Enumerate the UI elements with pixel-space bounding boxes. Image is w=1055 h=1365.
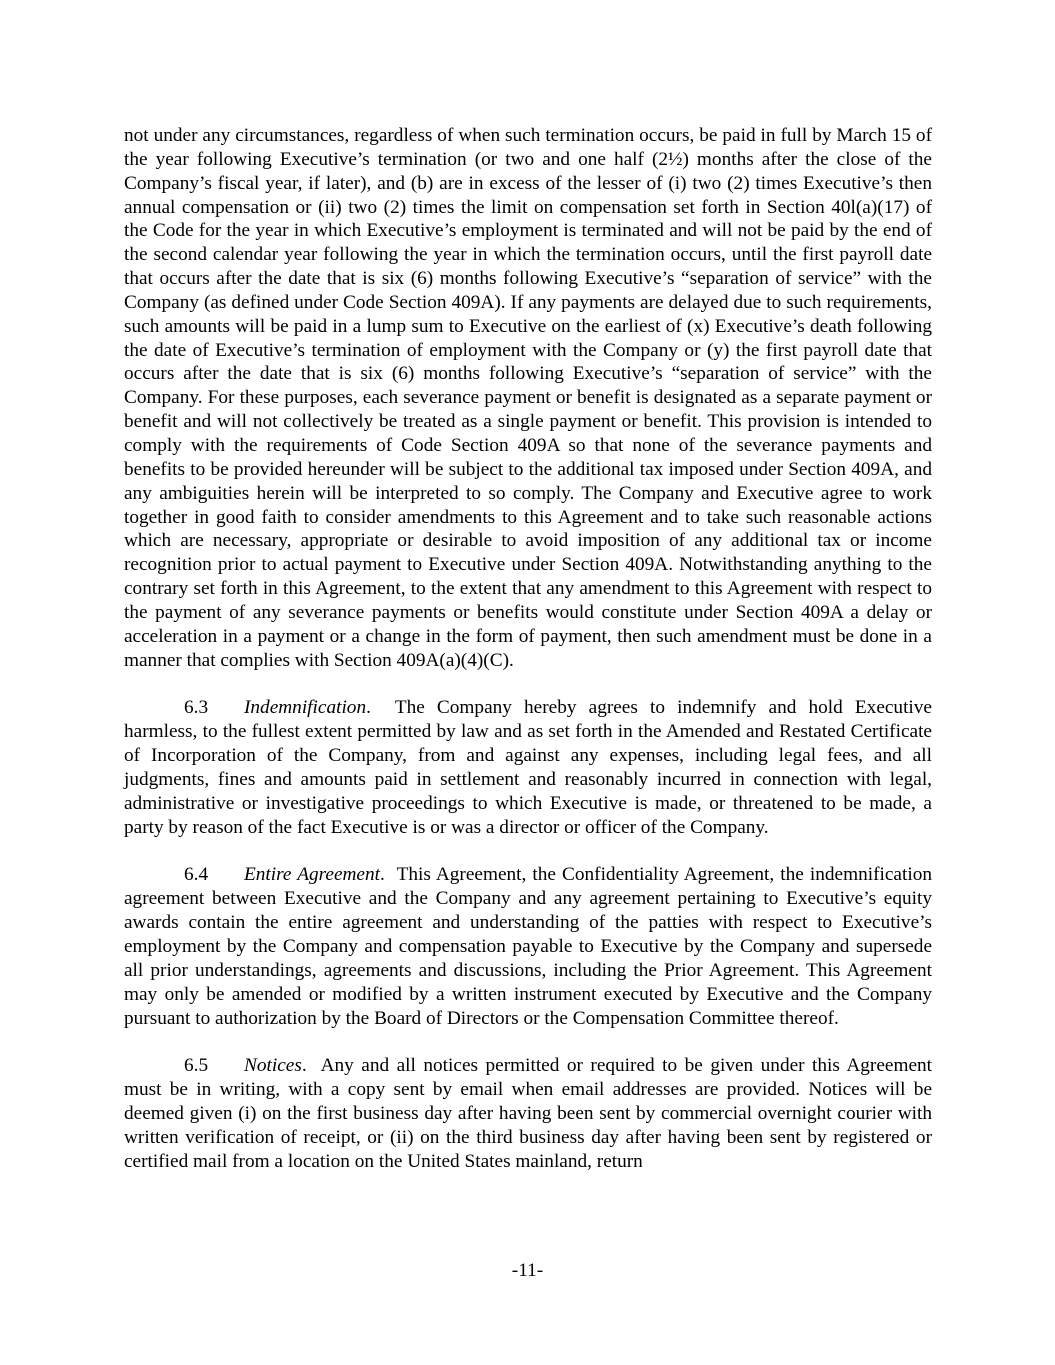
continued-paragraph: not under any circumstances, regardless of when such termination occurs, be paid in full by March 15 of the year following Executive’s termination (or two and one half (2½) months after the close of the Company’s fiscal year, if later), and (b) are in excess of the lesser of (i) two (2) times Executive’s then annual compensation or (ii) two (2) times the limit on compensation set forth in Section 40l(a)(17) of the Code for the year in which Executive’s employment is terminated and will not be paid by the end of the second calendar year following the year in which the termination occurs, until the first payroll date that occurs after the date that is six (6) months following Executive’s “separation of service” with the Company (as defined under Code Section 409A). If any payments are delayed due to such requirements, such amounts will be paid in a lump sum to Executive on the earliest of (x) Executive’s death following the date of Executive’s termination of employment with the Company or (y) the first payroll date that occurs after the date that is six (6) months following Executive’s “separation of service” with the Company. For these purposes, each severance payment or benefit is designated as a separate payment or benefit and will not collectively be treated as a single payment or benefit. This provision is intended to comply with the requirements of Code Section 409A so that none of the severance payments and benefits to be provided hereunder will be subject to the additional tax imposed under Section 409A, and any ambiguities herein will be interpreted to so comply. The Company and Executive agree to work together in good faith to consider amendments to this Agreement and to take such reasonable actions which are necessary, appropriate or desirable to avoid imposition of any additional tax or income recognition prior to actual payment to Executive under Section 409A. Notwithstanding anything to the contrary set forth in this Agreement, to the extent that any amendment to this Agreement with respect to the payment of any severance payments or benefits would constitute under Section 409A a delay or acceleration in a payment or a change in the form of payment, then such amendment must be done in a manner that complies with Section 409A(a)(4)(C). [124,125,932,671]
page-number: -11- [511,1260,544,1281]
section-6-5: 6.5 Notices. Any and all notices permitted or required to be given under this Agreement must be in writing, with a copy sent by email when email addresses are provided. Notices will be deemed given (i) on the first business day after having been sent by commercial overnight courier with written verification of receipt, or (ii) on the third business day after having been sent by registered or certified mail from a location on the United States mainland, return [124,1055,932,1172]
section-text: This Agreement, the Confidentiality Agreement, the indemnification agreement between Executive and the Company and any agreement pertaining to Executive’s equity awards contain the entire agreement and understanding of the patties with respect to Executive’s employment by the Company and compensation payable to Executive by the Company and supersede all prior understandings, agreements and discussions, including the Prior Agreement. This Agreement may only be amended or modified by a written instrument executed by Executive and the Company pursuant to authorization by the Board of Directors or the Compensation Committee thereof. [124,864,932,1029]
section-number: 6.5 [184,1055,209,1077]
document-body [124,124,932,1174]
section-6-3: 6.3 Indemnification. The Company hereby agrees to indemnify and hold Executive harmless, to the fullest extent permitted by law and as set forth in the Amended and Restated Certificate of Incorporation of the Company, from and against any expenses, including legal fees, and all judgments, fines and amounts paid in settlement and reasonably incurred in connection with legal, administrative or investigative proceedings to which Executive is made, or threatened to be made, a party by reason of the fact Executive is or was a director or officer of the Company. [124,697,932,838]
section-heading: Indemnification [244,697,367,719]
section-heading: Notices [244,1055,302,1077]
section-heading: Entire Agreement [244,864,380,886]
section-number: 6.4 [184,864,209,886]
section-text: The Company hereby agrees to indemnify and hold Executive harmless, to the fullest extent permitted by law and as set forth in the Amended and Restated Certificate of Incorporation of the Company, from and against any expenses, including legal fees, and all judgments, fines and amounts paid in settlement and reasonably incurred in connection with legal, administrative or investigative proceedings to which Executive is made, or threatened to be made, a party by reason of the fact Executive is or was a director or officer of the Company. [124,697,932,838]
section-number: 6.3 [184,697,209,719]
section-6-4: 6.4 Entire Agreement. This Agreement, the Confidentiality Agreement, the indemnification agreement between Executive and the Company and any agreement pertaining to Executive’s equity awards contain the entire agreement and understanding of the patties with respect to Executive’s employment by the Company and compensation payable to Executive by the Company and supersede all prior understandings, agreements and discussions, including the Prior Agreement. This Agreement may only be amended or modified by a written instrument executed by Executive and the Company pursuant to authorization by the Board of Directors or the Compensation Committee thereof. [124,864,932,1029]
section-text: Any and all notices permitted or required to be given under this Agreement must be in writing, with a copy sent by email when email addresses are provided. Notices will be deemed given (i) on the first business day after having been sent by commercial overnight courier with written verification of receipt, or (ii) on the third business day after having been sent by registered or certified mail from a location on the United States mainland, return [124,1055,932,1172]
